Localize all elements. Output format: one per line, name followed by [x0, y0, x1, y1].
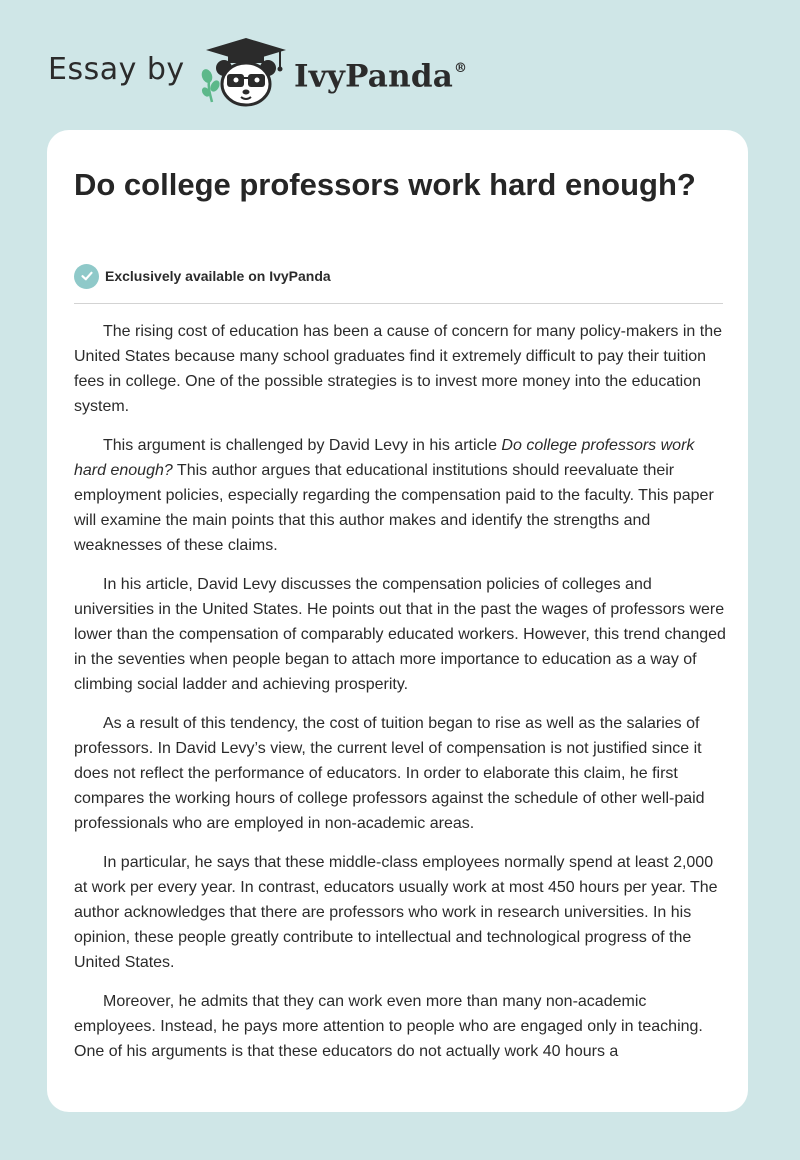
paragraph: In his article, David Levy discusses the compensation policies of colleges and universities in the United States. He points out that in the past the wages of professors were lower than the compensation of comparably educated workers. However, this trend changed in the seventies when people began to attach more importance to education as a way of climbing social ladder and achieving prosperity. — [74, 576, 726, 693]
paragraph: As a result of this tendency, the cost of tuition began to rise as well as the salaries of professors. In David Levy’s view, the current level of compensation is not justified since it does not reflect the performance of educators. In order to elaborate this claim, he first compares the working hours of college professors against the schedule of other well-paid professionals who are employed in non-academic areas. — [74, 715, 705, 832]
paragraph-text: This argument is challenged by David Levy in his article — [103, 437, 502, 454]
article-title-italic: Do college professors work hard enough? — [74, 437, 695, 479]
paragraph-text: This author argues that educational institutions should reevaluate their employment policies, especially regarding the compensation paid to the faculty. This paper will examine the main points that this author makes and identify the strengths and weaknesses of these claims. — [74, 462, 714, 554]
brand-text: IvyPanda — [294, 58, 453, 95]
panda-graduate-icon — [200, 36, 290, 108]
page-title: Do college professors work hard enough? — [74, 167, 696, 202]
site-header — [0, 0, 800, 130]
paragraph: In particular, he says that these middle-class employees normally spend at least 2,000 at work per every year. In contrast, educators usually work at most 450 hours per year. The author acknowledges that there are professors who work in research universities. In his opinion, these people greatly contribute to intellectual and technological progress of the United States. — [74, 854, 718, 971]
brand-name[interactable] — [294, 52, 467, 96]
paragraph: The rising cost of education has been a cause of concern for many policy-makers in the United States because many school graduates find it extremely difficult to pay their tuition fees in college. One of the possible strategies is to invest more money into the education system. — [74, 323, 722, 415]
essay-card — [47, 130, 748, 1112]
paragraph: Moreover, he admits that they can work even more than many non-academic employees. Instead, he pays more attention to people who are engaged only in teaching. One of his arguments is that these educators do not actually work 40 hours a — [74, 993, 703, 1060]
divider — [74, 303, 723, 304]
checkmark-icon — [74, 264, 99, 289]
essay-body — [74, 319, 729, 1078]
paragraph — [74, 433, 729, 558]
essay-by-label: Essay by — [48, 52, 185, 87]
exclusive-badge — [74, 263, 331, 289]
registered-mark: ® — [454, 61, 468, 76]
badge-label: Exclusively available on IvyPanda — [105, 268, 331, 284]
